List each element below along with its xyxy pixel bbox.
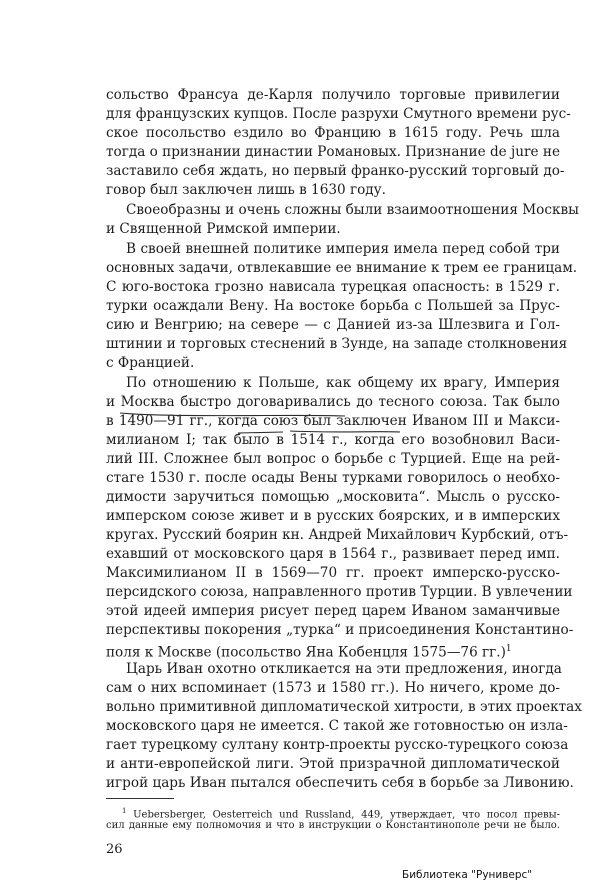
- text-line: Царь Иван охотно откликается на эти предложения, иногда: [126, 661, 562, 677]
- text-line: стаге 1530 г. после осады Вены турками говорилось о необхо-: [106, 470, 560, 486]
- text-line: ское посольство ездило во Францию в 1615 году. Речь шла: [106, 125, 560, 141]
- text-line: вольно примитивной дипломатической хитрости, в этих проектах: [106, 699, 582, 715]
- text-line: московского царя не имеется. С такой же готовностью он изла-: [106, 718, 568, 734]
- text-line: заставило себя ждать, но первый франко-русский торговый до-: [106, 163, 565, 179]
- text-line: для французских купцов. После разрухи Смутного времени рус-: [106, 106, 571, 122]
- library-watermark: Библиотека "Руниверс": [402, 869, 533, 881]
- text-line: лий III. Сложнее был вопрос о борьбе с Турцией. Еще на рей-: [106, 451, 560, 467]
- text-line: сию и Венгрию; на севере — с Данией из-за Шлезвига и Гол-: [106, 317, 560, 333]
- text-line: имперском союзе живет и в русских боярских, и в имперских: [106, 508, 560, 524]
- footnote-divider: [106, 798, 174, 799]
- text-line: этой идеей империя рисует перед царем Иваном заманчивые: [106, 603, 560, 619]
- text-line: гает турецкому султану контр-проекты русско-турецкого союза: [106, 737, 569, 753]
- text-line: Своеобразны и очень сложны были взаимоотношения Москвы: [126, 202, 579, 218]
- text-line: говор был заключен лишь в 1630 году.: [106, 182, 386, 198]
- text-line: ехавший от московского царя в 1564 г., развивает перед имп.: [106, 546, 560, 562]
- text-line: Максимилианом II в 1569—70 гг. проект имперско-русско-: [106, 565, 560, 581]
- footnote-reference: 1: [505, 644, 512, 654]
- text-line: штинии и торговых стеснений в Зунде, на западе столкновения: [106, 336, 568, 352]
- text-line: игрой царь Иван пытался обеспечить себя в борьбе за Ливонию.: [106, 775, 574, 791]
- text-line: перспективы покорения „турка“ и присоединения Константино-: [106, 622, 574, 638]
- text-line: и Священной Римской империи.: [106, 221, 341, 237]
- text-line: димости заручиться помощью „московита“. Мысль о русско-: [106, 489, 560, 505]
- text-line: турки осаждали Вену. На востоке борьба с Польшей за Прус-: [106, 298, 560, 314]
- footnote-line: сил данные ему полномочия и что в инструкции о Константинополе речи не было.: [106, 820, 560, 831]
- page-number: 26: [106, 842, 123, 857]
- text-line: и анти-европейской лиги. Этой призрачной дипломатической: [106, 756, 560, 772]
- text-line: По отношению к Польше, как общему их врагу, Империя: [126, 375, 560, 391]
- text-line: кругах. Русский боярин кн. Андрей Михайлович Курбский, отъ-: [106, 527, 569, 543]
- text-line: милианом I; так было в 1514 г., когда его возобновил Васи-: [106, 432, 560, 448]
- text-line: в 1490—91 гг., когда союз был заключен Иваном III и Макси-: [106, 413, 560, 429]
- text-line: основных задачи, отвлекавшие ее внимание к трем ее границам.: [106, 260, 578, 276]
- text-line: персидского союза, направленного против Турции. В увлечении: [106, 584, 573, 600]
- text-line: С юго-востока грозно нависала турецкая опасность: в 1529 г.: [106, 279, 560, 295]
- text-line: и Москва быстро договаривались до тесного союза. Так было: [106, 394, 560, 410]
- footnote-marker: 1: [122, 807, 127, 815]
- footnote-text: Uebersberger, Oesterreich und Russland, 449, утверждает, что посол превы-: [126, 809, 560, 821]
- text-line: В своей внешней политике империя имела перед собой три: [126, 241, 560, 257]
- text-line: сольство Франсуа де-Карля получило торговые привилегии: [106, 87, 560, 103]
- text-line: с Францией.: [106, 355, 195, 371]
- text-line: сам о них вспоминает (1573 и 1580 гг.). Но ничего, кроме до-: [106, 680, 560, 696]
- text-line-content: поля к Москве (посольство Яна Кобенцля 1575—76 гг.): [106, 644, 506, 661]
- text-line: тогда о признании династии Романовых. Признание de jure не: [106, 144, 560, 160]
